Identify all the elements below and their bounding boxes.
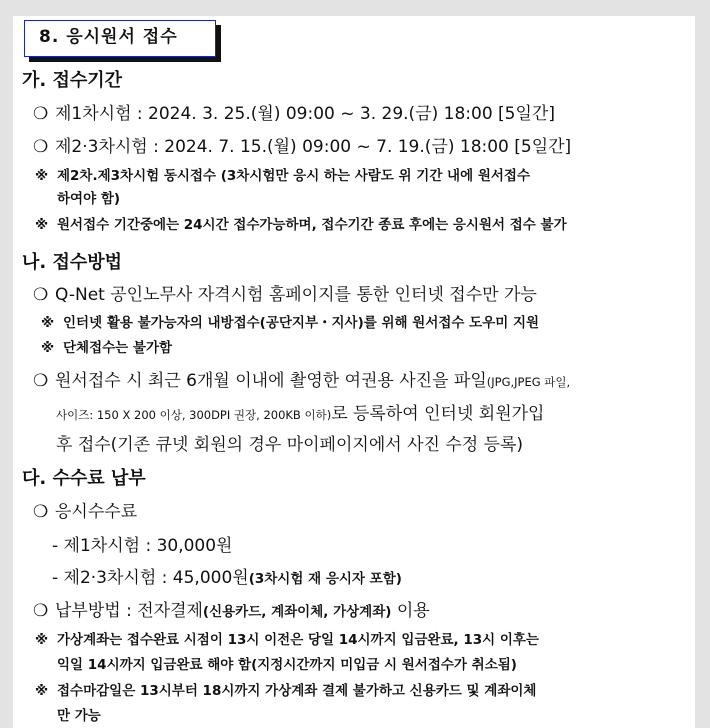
note-simultaneous-application-cont: 하여야 함)	[57, 191, 121, 207]
circle-bullet-icon: ❍	[33, 601, 49, 621]
fee-round23: - 제2·3차시험 : 45,000원(3차시험 재 응시자 포함)	[52, 568, 402, 588]
payment-method: ❍ 납부방법 : 전자결제(신용카드, 계좌이체, 가상계좌) 이용	[33, 601, 430, 621]
reference-mark-icon: ※	[41, 340, 55, 356]
note-deadline-payment: ※ 접수마감일은 13시부터 18시까지 가상계좌 결제 불가하고 신용카드 및 계좌이체	[35, 683, 537, 699]
fee-label: ❍ 응시수수료	[33, 502, 138, 522]
heading-application-period: 가. 접수기간	[22, 70, 123, 91]
reference-mark-icon: ※	[35, 217, 49, 233]
round23-period: ❍ 제2·3차시험 : 2024. 7. 15.(월) 09:00 ~ 7. 19.(금) 18:00 [5일간]	[33, 137, 572, 157]
circle-bullet-icon: ❍	[33, 371, 49, 391]
heading-fee-payment: 다. 수수료 납부	[22, 468, 146, 489]
note-virtual-account-cont: 익일 14시까지 입금완료 해야 함(지정시간까지 미입금 시 원서접수가 취소됨)	[57, 657, 517, 673]
circle-bullet-icon: ❍	[33, 137, 49, 157]
reference-mark-icon: ※	[35, 683, 49, 699]
photo-requirement-line3: 후 접수(기존 큐넷 회원의 경우 마이페이지에서 사진 수정 등록)	[56, 435, 524, 455]
reference-mark-icon: ※	[41, 315, 55, 331]
photo-requirement-line1: ❍ 원서접수 시 최근 6개월 이내에 촬영한 여권용 사진을 파일(JPG,JPEG 파일,	[33, 371, 571, 391]
round1-period: ❍ 제1차시험 : 2024. 3. 25.(월) 09:00 ~ 3. 29.(금) 18:00 [5일간]	[33, 104, 555, 124]
note-no-group-application: ※ 단체접수는 불가함	[41, 340, 173, 356]
reference-mark-icon: ※	[35, 632, 49, 648]
section-title: 8. 응시원서 접수	[24, 20, 216, 57]
photo-requirement-line2: 사이즈: 150 X 200 이상, 300DPI 권장, 200KB 이하)로 등록하여 인터넷 회원가입	[56, 404, 545, 424]
circle-bullet-icon: ❍	[33, 285, 49, 305]
note-simultaneous-application: ※ 제2차.제3차시험 동시접수 (3차시험만 응시 하는 사람도 위 기간 내에 원서접수	[35, 168, 531, 184]
note-virtual-account: ※ 가상계좌는 접수완료 시점이 13시 이전은 당일 14시까지 입금완료, 13시 이후는	[35, 632, 539, 648]
note-24h-application: ※ 원서접수 기간중에는 24시간 접수가능하며, 접수기간 종료 후에는 응시원서 접수 불가	[35, 217, 567, 233]
method-internet-only: ❍ Q-Net 공인노무사 자격시험 홈페이지를 통한 인터넷 접수만 가능	[33, 285, 537, 305]
document-page	[13, 16, 695, 728]
note-visit-support: ※ 인터넷 활용 불가능자의 내방접수(공단지부・지사)를 위해 원서접수 도우미 지원	[41, 315, 540, 331]
circle-bullet-icon: ❍	[33, 502, 49, 522]
circle-bullet-icon: ❍	[33, 104, 49, 124]
heading-application-method: 나. 접수방법	[22, 252, 123, 273]
reference-mark-icon: ※	[35, 168, 49, 184]
fee-round1: - 제1차시험 : 30,000원	[52, 536, 233, 556]
note-deadline-payment-cont: 만 가능	[57, 708, 101, 724]
